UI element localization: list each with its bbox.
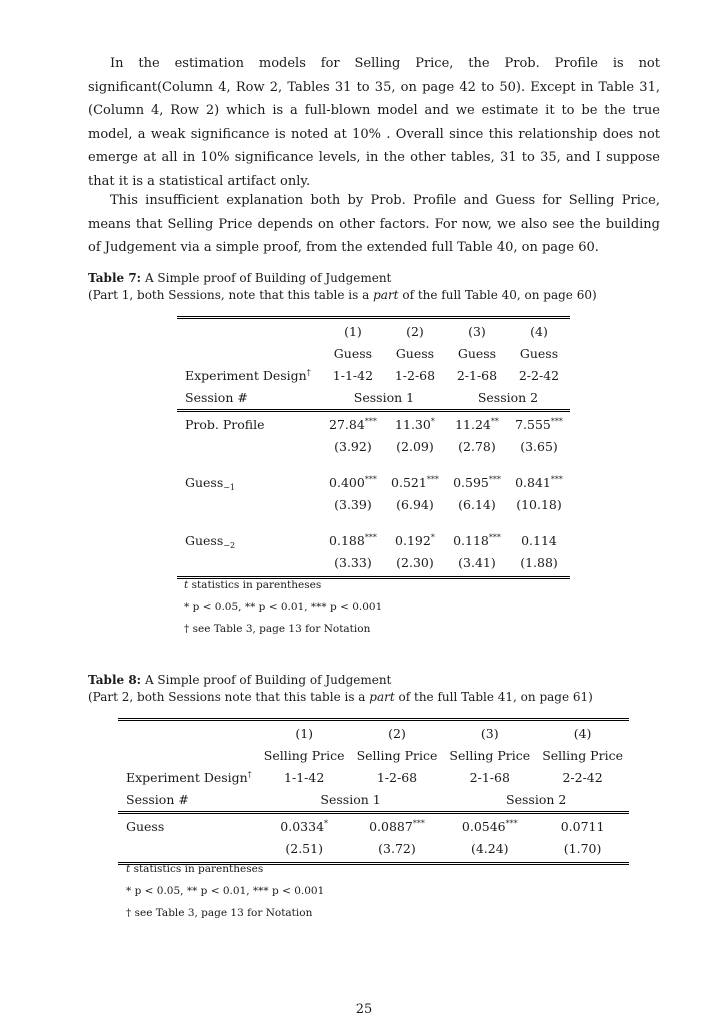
table8-header-numbers (118, 720, 629, 746)
table7-coef-cell (446, 472, 508, 494)
table7-caption-pre: (Part 1, both Sessions, note that this table is a (88, 288, 370, 302)
note-t-symbol: t (126, 863, 131, 875)
note-tstat: statistics in parentheses (133, 863, 264, 875)
table8-design: 2-1-68 (469, 770, 510, 785)
table7-design-row (177, 365, 570, 387)
table8-depvar: Selling Price (356, 748, 438, 763)
table7-coef: 0.192 (395, 533, 431, 548)
table7-coef-cell (384, 411, 446, 437)
table7-coef: 11.24 (455, 417, 491, 432)
table7-stars: ** (490, 417, 499, 426)
table7-coef-cell (322, 411, 384, 437)
table8-coef-cell (258, 813, 351, 839)
table7-coef: 7.555 (515, 417, 551, 432)
table7-colnum: (1) (322, 318, 384, 344)
table8-coef: 0.0887 (369, 819, 413, 834)
table7-tstat: (2.78) (458, 439, 496, 454)
table7-notes (184, 574, 382, 640)
table7-depvar: Guess (519, 346, 559, 361)
table7-stars: *** (426, 475, 439, 484)
table7-coef-cell (508, 411, 570, 437)
table8-tstat: (1.70) (536, 838, 629, 864)
table7-coef: 0.118 (453, 533, 489, 548)
table7-depvar: Guess (333, 346, 373, 361)
table7-stars: *** (364, 417, 377, 426)
table7-coef-cell (384, 472, 446, 494)
table7-coef: 0.841 (515, 475, 551, 490)
table8-stars: *** (505, 819, 518, 828)
table7-coef-cell (446, 411, 508, 437)
table8-session-row (118, 789, 629, 813)
table7-row-label (177, 530, 322, 552)
table7-design: 2-2-42 (518, 368, 560, 383)
table7-coef: 0.595 (453, 475, 489, 490)
table8-row-label-text: Guess (126, 819, 165, 834)
table7-coef: 0.114 (521, 533, 557, 548)
table8-caption (88, 672, 688, 706)
table7-tstat: (2.30) (384, 552, 446, 578)
table7-coef: 0.188 (329, 533, 365, 548)
table8-notes (126, 858, 324, 924)
table7-design: 1-1-42 (332, 368, 374, 383)
note-dagger: † see Table 3, page 13 for Notation (184, 623, 371, 635)
table7-design: 2-1-68 (456, 368, 498, 383)
paragraph-1: In the estimation models for Selling Price, the Prob. Profile is not significant(Column 4, Row 2, Tables 31 to 35, on page 42 to 50). Except in Table 31, (Column 4, Row 2) which is a full-blown model and we estimate it to be the true model, a weak significance is noted at 10% . Overall since this relationship does not emerge at all in 10% significance levels, in the other tables, 31 to 35, and I suppose that it is a statistical artifact only. (88, 56, 660, 189)
table7-spacer-row (177, 458, 570, 472)
table8-session: Session 2 (506, 792, 567, 807)
table8 (118, 718, 629, 865)
table8-caption-pre: (Part 2, both Sessions note that this table is a (88, 690, 366, 704)
table8-session-label: Session # (126, 792, 189, 807)
table8-coef-cell (536, 813, 629, 839)
table7-colnum: (2) (384, 318, 446, 344)
table7-coef-row (177, 411, 570, 437)
table7-coef-cell (322, 472, 384, 494)
note-significance: * p < 0.05, ** p < 0.01, *** p < 0.001 (126, 885, 325, 897)
table8-session: Session 1 (320, 792, 381, 807)
table7-session-row (177, 387, 570, 411)
table7-tstat: (3.39) (334, 497, 372, 512)
table8-design: 2-2-42 (562, 770, 603, 785)
table7-tstat: (10.18) (516, 497, 562, 512)
table7-tstat: (6.94) (396, 497, 434, 512)
table7-design: 1-2-68 (394, 368, 436, 383)
table7-tstat: (6.14) (458, 497, 496, 512)
table7-header-depvars (177, 343, 570, 365)
table7-tstat: (3.92) (334, 439, 372, 454)
note-dagger: † see Table 3, page 13 for Notation (126, 907, 313, 919)
table7-tstat: (3.41) (446, 552, 508, 578)
table7-tstat-row (177, 494, 570, 516)
table8-coef-row (118, 813, 629, 839)
table8-coef: 0.0334 (280, 819, 325, 834)
table7-tstat: (1.88) (508, 552, 570, 578)
table7-depvar: Guess (457, 346, 497, 361)
table7-row-label (177, 472, 322, 494)
table8-depvar: Selling Price (449, 748, 531, 763)
table7-row-label-subscript: −1 (223, 483, 236, 492)
table7-caption-post: of the full Table 40, on page 60) (402, 288, 597, 302)
table8-stars: *** (412, 819, 425, 828)
table7-coef-cell (508, 472, 570, 494)
table7-coef-cell (384, 530, 446, 552)
table7-stars: * (430, 417, 435, 426)
table8-design-row (118, 767, 629, 789)
table8-colnum: (2) (351, 720, 444, 746)
table8-design-label: Experiment Design (126, 770, 248, 785)
table7-spacer-cell (177, 516, 570, 530)
table8-coef-cell (351, 813, 444, 839)
table8-colnum: (4) (536, 720, 629, 746)
paragraph-2: This insufficient explanation both by Prob. Profile and Guess for Selling Price, means that Selling Price depends on other factors. For now, we also see the building of Judgement via a simple proof, from the extended full Table 40, on page 60. (88, 193, 660, 255)
table8-coef: 0.0711 (560, 819, 605, 834)
table8-header-depvars (118, 745, 629, 767)
table7-depvar: Guess (395, 346, 435, 361)
table7-stars: *** (550, 475, 563, 484)
table7-empty-cell (177, 436, 322, 458)
table8-colnum: (1) (258, 720, 351, 746)
table8-tstat: (4.24) (443, 838, 536, 864)
table7-session: Session 2 (477, 390, 539, 405)
dagger-mark: † (306, 368, 311, 377)
table8-design: 1-1-42 (284, 770, 325, 785)
table7-tstat: (3.65) (520, 439, 558, 454)
table7-empty-cell (177, 494, 322, 516)
table7-stars: *** (550, 417, 563, 426)
table7-caption-label: Table 7: (88, 271, 142, 285)
table8-design: 1-2-68 (376, 770, 418, 785)
table7-spacer-cell (177, 458, 570, 472)
table7-row-label-text: Guess (185, 475, 224, 490)
table7-coef-cell (322, 530, 384, 552)
table7-coef: 27.84 (329, 417, 365, 432)
table8-depvar: Selling Price (542, 748, 623, 763)
table8-coef: 0.0546 (461, 819, 506, 834)
table7-caption-title: A Simple proof of Building of Judgement (144, 271, 392, 285)
table8-depvar: Selling Price (263, 748, 345, 763)
table7-row-label (177, 411, 322, 437)
table7-row-label-subscript: −2 (223, 541, 236, 550)
table8-caption-title: A Simple proof of Building of Judgement (144, 673, 392, 687)
table7-coef: 0.521 (391, 475, 427, 490)
note-tstat: statistics in parentheses (191, 579, 322, 591)
table7-session: Session 1 (353, 390, 415, 405)
table8-coef-cell (443, 813, 536, 839)
dagger-mark: † (247, 770, 252, 779)
page-number: 25 (355, 1002, 373, 1017)
table7-colnum: (4) (508, 318, 570, 344)
table7-tstat: (2.09) (396, 439, 434, 454)
table7-header-numbers (177, 318, 570, 344)
table7-coef: 0.400 (329, 475, 365, 490)
table7-caption (88, 270, 688, 304)
table7-stars: * (430, 533, 435, 542)
table7-row-label-text: Prob. Profile (185, 417, 265, 432)
table8-caption-post: of the full Table 41, on page 61) (398, 690, 593, 704)
table7-design-label: Experiment Design (185, 368, 307, 383)
table7-session-label: Session # (185, 390, 248, 405)
table7-stars: *** (364, 475, 377, 484)
table7-coef-row (177, 530, 570, 552)
table7 (177, 316, 570, 579)
table7-coef-cell (446, 530, 508, 552)
table7-coef-cell (508, 530, 570, 552)
table8-caption-emphasis: part (369, 690, 395, 704)
table7-tstat-row (177, 436, 570, 458)
table7-stars: *** (488, 475, 501, 484)
table8-body (118, 813, 629, 864)
table8-stars: * (324, 819, 329, 828)
table8-colnum: (3) (443, 720, 536, 746)
table8-tstat: (3.72) (351, 838, 444, 864)
note-significance: * p < 0.05, ** p < 0.01, *** p < 0.001 (184, 601, 383, 613)
table8-row-label (118, 813, 258, 839)
table7-stars: *** (364, 533, 377, 542)
table7-body (177, 411, 570, 578)
table8-tstat: (2.51) (258, 838, 351, 864)
table7-stars: *** (488, 533, 501, 542)
table7-coef: 11.30 (395, 417, 431, 432)
table8-caption-label: Table 8: (88, 673, 142, 687)
table7-tstat: (3.33) (322, 552, 384, 578)
table7-coef-row (177, 472, 570, 494)
table7-spacer-row (177, 516, 570, 530)
table7-row-label-text: Guess (185, 533, 224, 548)
table7-caption-emphasis: part (373, 288, 399, 302)
table7-colnum: (3) (446, 318, 508, 344)
note-t-symbol: t (184, 579, 189, 591)
